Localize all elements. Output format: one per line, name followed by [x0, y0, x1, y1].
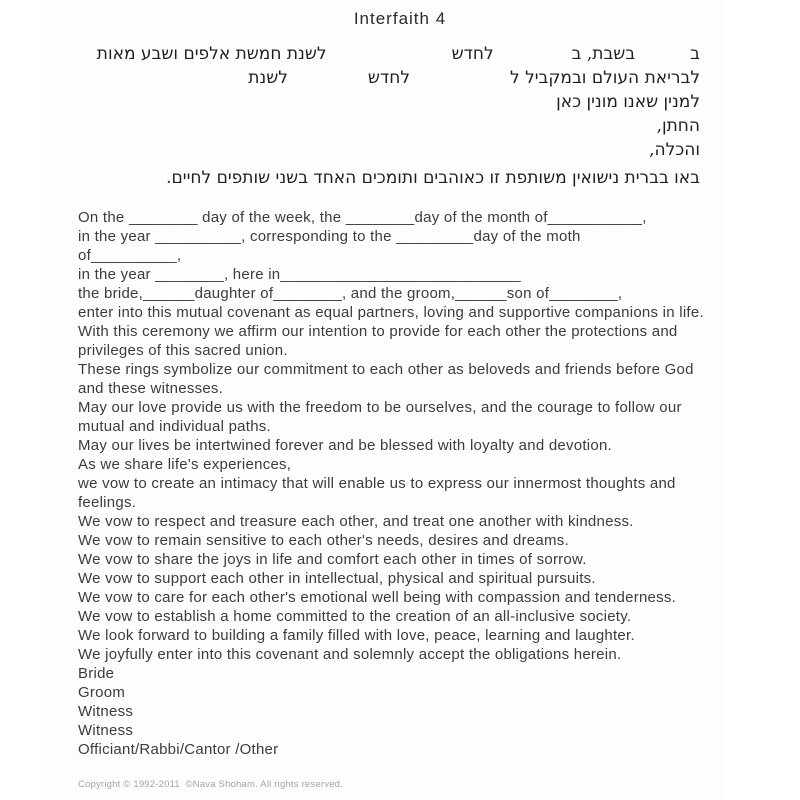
hebrew-text-segment: בשבת, ב — [571, 44, 636, 64]
english-line: mutual and individual paths. — [78, 418, 271, 435]
hebrew-text-segment: והכלה, — [649, 140, 700, 160]
english-line: in the year __________, corresponding to the _________day of the moth — [78, 228, 581, 245]
english-line: of__________, — [78, 247, 182, 264]
english-line: the bride,______daughter of________, and the groom,______son of________, — [78, 285, 623, 302]
hebrew-text-segment: באו בברית נישואין משותפת זו כאוהבים ותומכים האחד בשני שותפים לחיים. — [166, 168, 700, 188]
english-line: We vow to care for each other's emotional well being with compassion and tenderness. — [78, 589, 677, 606]
english-block — [78, 208, 758, 759]
hebrew-text-segment: לחדש — [367, 68, 411, 88]
english-line: Officiant/Rabbi/Cantor /Other — [78, 741, 279, 758]
hebrew-text-segment: למנין שאנו מונין כאן — [556, 92, 700, 112]
english-line: May our lives be intertwined forever and be blessed with loyalty and devotion. — [78, 437, 612, 454]
english-line: We joyfully enter into this covenant and solemnly accept the obligations herein. — [78, 646, 622, 663]
english-line: On the ________ day of the week, the ________day of the month of___________, — [78, 209, 647, 226]
english-line: We vow to establish a home committed to the creation of an all-inclusive society. — [78, 608, 632, 625]
fill-in-blank-space — [635, 58, 690, 59]
fill-in-blank-space — [288, 82, 368, 83]
english-line: We vow to respect and treasure each other, and treat one another with kindness. — [78, 513, 634, 530]
english-line: Groom — [78, 684, 126, 701]
hebrew-line — [78, 138, 700, 162]
english-line: We vow to share the joys in life and comfort each other in times of sorrow. — [78, 551, 587, 568]
hebrew-text-segment: לשנת חמשת אלפים ושבע מאות — [96, 44, 327, 64]
hebrew-line — [78, 42, 700, 66]
hebrew-text-segment: החתן, — [656, 116, 700, 136]
hebrew-text-segment: לשנת — [248, 68, 288, 88]
english-line: in the year ________, here in____________________________ — [78, 266, 521, 283]
hebrew-line — [78, 90, 700, 114]
english-line: enter into this mutual covenant as equal partners, loving and supportive companions in life. — [78, 304, 704, 321]
page-title: Interfaith 4 — [353, 9, 447, 28]
hebrew-line — [78, 166, 700, 190]
hebrew-line — [78, 114, 700, 138]
hebrew-line — [78, 66, 700, 90]
copyright-line: Copyright © 1992-2011 ©Nava Shoham. All rights reserved. — [78, 779, 343, 790]
english-line: privileges of this sacred union. — [78, 342, 288, 359]
english-line: We vow to remain sensitive to each other's needs, desires and dreams. — [78, 532, 569, 549]
english-line: Witness — [78, 703, 134, 720]
hebrew-text-segment: ב — [690, 44, 700, 64]
english-line: Witness — [78, 722, 134, 739]
english-line: and these witnesses. — [78, 380, 224, 397]
hebrew-text-segment: לבריאת העולם ובמקביל ל — [510, 68, 700, 88]
english-line: As we share life's experiences, — [78, 456, 292, 473]
hebrew-block — [78, 42, 700, 190]
fill-in-blank-space — [327, 58, 452, 59]
hebrew-text-segment: לחדש — [451, 44, 494, 64]
english-line: Bride — [78, 665, 115, 682]
english-line: feelings. — [78, 494, 137, 511]
english-line: These rings symbolize our commitment to each other as beloveds and friends before God — [78, 361, 694, 378]
english-line: We vow to support each other in intellectual, physical and spiritual pursuits. — [78, 570, 596, 587]
fill-in-blank-space — [494, 58, 572, 59]
english-line: we vow to create an intimacy that will enable us to express our innermost thoughts and — [78, 475, 676, 492]
english-line: With this ceremony we affirm our intention to provide for each other the protections and — [78, 323, 678, 340]
english-line: May our love provide us with the freedom to be ourselves, and the courage to follow our — [78, 399, 682, 416]
fill-in-blank-space — [410, 82, 510, 83]
english-line: We look forward to building a family filled with love, peace, learning and laughter. — [78, 627, 635, 644]
